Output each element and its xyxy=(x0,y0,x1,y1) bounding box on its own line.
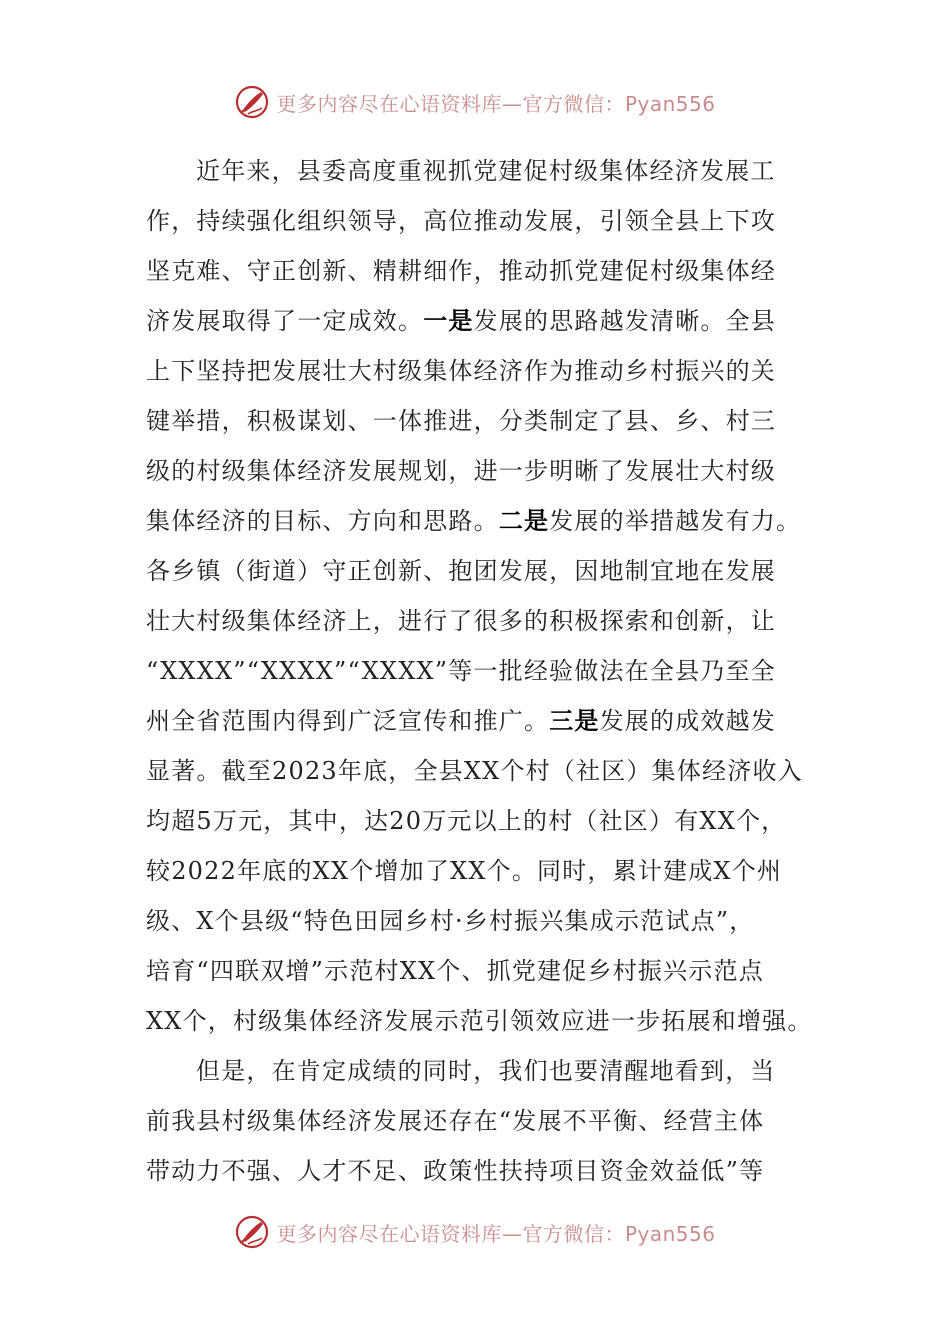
paragraph-1-line-12 xyxy=(146,696,806,746)
bold-marker-3: 三是 xyxy=(549,706,600,735)
paragraph-1-line-13: 显著。截至2023年底，全县XX个村（社区）集体经济收入 xyxy=(146,757,803,785)
paragraph-2-line-2: 前我县村级集体经济发展还存在“发展不平衡、经营主体 xyxy=(146,1107,765,1135)
footer-banner xyxy=(0,1212,950,1252)
paragraph-1-line-6: 键举措，积极谋划、一体推进，分类制定了县、乡、村三 xyxy=(146,407,776,435)
paragraph-1-line-11: “XXXX”“XXXX”“XXXX”等一批经验做法在全县乃至全 xyxy=(146,657,776,685)
paragraph-1-line-8 xyxy=(146,496,806,546)
paragraph-1-line-5: 上下坚持把发展壮大村级集体经济作为推动乡村振兴的关 xyxy=(146,357,776,385)
paragraph-1-line-1: 近年来，县委高度重视抓党建促村级集体经济发展工 xyxy=(196,157,776,185)
pen-nib-logo-icon xyxy=(234,1214,270,1250)
header-banner xyxy=(0,82,950,122)
paragraph-1-line-3: 坚克难、守正创新、精耕细作，推动抓党建促村级集体经 xyxy=(146,257,776,285)
text-run: 发展的思路越发清晰。全县 xyxy=(473,307,777,335)
paragraph-1-line-9: 各乡镇（街道）守正创新、抱团发展，因地制宜地在发展 xyxy=(146,557,776,585)
paragraph-1-line-10: 壮大村级集体经济上，进行了很多的积极探索和创新，让 xyxy=(146,607,776,635)
paragraph-2-line-1: 但是，在肯定成绩的同时，我们也要清醒地看到，当 xyxy=(196,1057,776,1085)
paragraph-1-line-4 xyxy=(146,296,806,346)
text-run: 州全省范围内得到广泛宣传和推广。 xyxy=(146,707,550,735)
text-run: 集体经济的目标、方向和思路。 xyxy=(146,507,499,535)
bold-marker-2: 二是 xyxy=(498,506,550,535)
paragraph-1-line-18: XX个，村级集体经济发展示范引领效应进一步拓展和增强。 xyxy=(146,1007,813,1035)
paragraph-1-line-16: 级、X个县级“特色田园乡村·乡村振兴集成示范试点”， xyxy=(146,907,755,935)
bold-marker-1: 一是 xyxy=(423,306,474,335)
header-banner-text: 更多内容尽在心语资料库—官方微信：Pyan556 xyxy=(276,91,716,116)
paragraph-1-line-14: 均超5万元，其中，达20万元以上的村（社区）有XX个， xyxy=(146,807,787,835)
footer-banner-text: 更多内容尽在心语资料库—官方微信：Pyan556 xyxy=(276,1221,716,1246)
text-run: 发展的成效越发 xyxy=(599,707,777,735)
paragraph-1-line-2: 作，持续强化组织领导，高位推动发展，引领全县上下攻 xyxy=(146,207,776,235)
text-run: 济发展取得了一定成效。 xyxy=(146,307,424,335)
document-body xyxy=(146,146,813,1196)
text-run: 发展的举措越发有力。 xyxy=(549,507,802,535)
paragraph-1-line-7: 级的村级集体经济发展规划，进一步明晰了发展壮大村级 xyxy=(146,457,776,485)
paragraph-1-line-17: 培育“四联双增”示范村XX个、抓党建促乡村振兴示范点 xyxy=(146,957,764,985)
pen-nib-logo-icon xyxy=(234,84,270,120)
paragraph-2-line-3: 带动力不强、人才不足、政策性扶持项目资金效益低”等 xyxy=(146,1157,765,1185)
paragraph-1-line-15: 较2022年底的XX个增加了XX个。同时，累计建成X个州 xyxy=(146,857,783,885)
